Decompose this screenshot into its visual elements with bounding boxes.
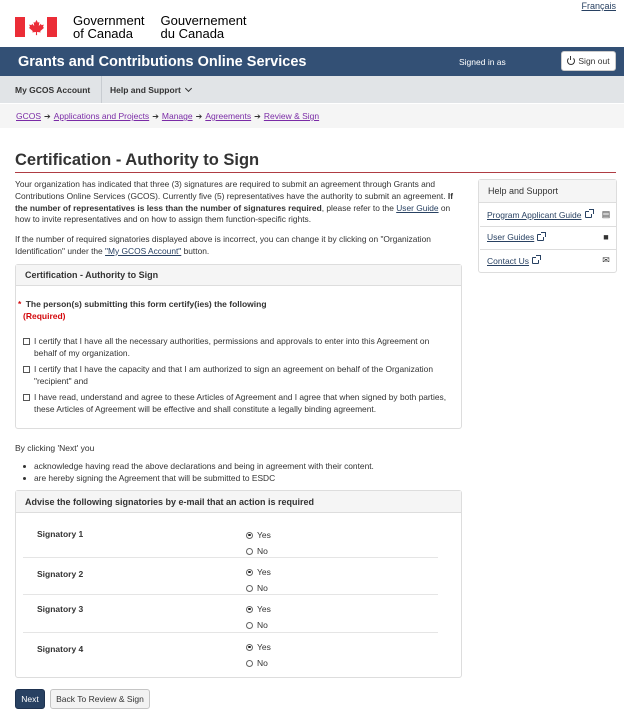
breadcrumb-agreements[interactable]: Agreements (205, 111, 252, 121)
certify-capacity-checkbox[interactable] (23, 366, 30, 373)
signatory-label: Signatory 1 (37, 529, 84, 539)
back-to-review-and-sign-button[interactable]: Back To Review & Sign (50, 689, 150, 709)
fip-english: Government of Canada (73, 13, 145, 41)
signatory-row (23, 559, 438, 595)
radio-selected[interactable] (246, 569, 253, 576)
signatory-1-no-option[interactable]: No (246, 546, 268, 556)
sign-out-button[interactable] (561, 51, 616, 71)
book-icon: ■ (603, 232, 609, 242)
certify-agreement-checkbox[interactable] (23, 394, 30, 401)
radio-unselected[interactable] (246, 548, 253, 555)
next-button[interactable]: Next (15, 689, 45, 709)
radio-selected[interactable] (246, 606, 253, 613)
help-panel-heading: Help and Support (479, 180, 616, 203)
canada-flag-icon (15, 17, 57, 37)
signatory-row (23, 634, 438, 670)
arrow-right-icon: ➔ (195, 111, 203, 121)
intro-paragraph: Your organization has indicated that three (3) signatures are required to submit an agreement through Grants and Contributions Online Services (GCOS). Currently five (5) representatives have the authority to submit an agreement. If the number of representatives is less than the number of signatures required, please refer to the User Guide on how to invite representatives and on how to assign them function-specific rights. (15, 179, 454, 225)
breadcrumb-applications-and-projects[interactable]: Applications and Projects (53, 111, 150, 121)
certify-capacity-checkbox-row[interactable]: I certify that I have the capacity and that I am authorized to sign an agreement on behalf of the Organization "recipient" and (23, 363, 453, 387)
arrow-right-icon: ➔ (152, 111, 159, 121)
next-note-intro: By clicking 'Next' you (15, 443, 95, 453)
signatory-label: Signatory 4 (37, 644, 84, 654)
list-icon: ▤ (601, 209, 611, 219)
government-signature (15, 14, 247, 40)
program-applicant-guide-link[interactable]: Program Applicant Guide ▤ (487, 209, 611, 220)
radio-unselected[interactable] (246, 622, 253, 629)
signatory-1-yes-option[interactable]: Yes (246, 530, 271, 540)
power-icon (567, 57, 575, 65)
radio-unselected[interactable] (246, 660, 253, 667)
next-note-bullet: are hereby signing the Agreement that will be submitted to ESDC (23, 473, 275, 483)
app-title[interactable]: Grants and Contributions Online Services (18, 54, 307, 70)
signatory-2-no-option[interactable]: No (246, 583, 268, 593)
certification-question: * The person(s) submitting this form certify(ies) the following (18, 299, 267, 309)
envelope-icon: ✉ (602, 255, 610, 265)
certify-agreement-checkbox-row[interactable]: I have read, understand and agree to these Articles of Agreement and I agree that when signed by both parties, these Articles of Agreement will be effective and shall constitute a legally binding agreement. (23, 391, 453, 415)
sign-out-label: Sign out (578, 56, 610, 66)
signatories-change-paragraph: If the number of required signatories displayed above is incorrect, you can change it by clicking on "Organization Identification" under the "My GCOS Account" button. (15, 234, 431, 256)
signatory-label: Signatory 2 (37, 569, 84, 579)
required-label: (Required) (23, 311, 66, 321)
user-guide-link[interactable]: User Guide (396, 202, 439, 213)
my-gcos-account-link[interactable]: "My GCOS Account" (105, 245, 182, 256)
signatory-label: Signatory 3 (37, 604, 84, 614)
user-guides-link[interactable]: User Guides ■ (487, 232, 611, 242)
external-link-icon (532, 257, 539, 264)
certify-authority-checkbox[interactable] (23, 338, 30, 345)
page-title: Certification - Authority to Sign (15, 151, 260, 169)
signatory-row (23, 596, 438, 633)
certify-authority-checkbox-row[interactable]: I certify that I have all the necessary authorities, permissions and approvals to enter into this Agreement on behalf of my organization. (23, 335, 453, 359)
certification-panel-heading: Certification - Authority to Sign (16, 265, 461, 286)
fip-french: Gouvernement du Canada (160, 13, 247, 41)
external-link-icon (537, 234, 544, 241)
radio-unselected[interactable] (246, 585, 253, 592)
chevron-down-icon (185, 84, 192, 91)
main-menu (0, 76, 624, 103)
title-underline (15, 172, 616, 173)
signatory-3-no-option[interactable]: No (246, 620, 268, 630)
external-link-icon (585, 211, 592, 218)
radio-selected[interactable] (246, 532, 253, 539)
breadcrumb-review-and-sign[interactable]: Review & Sign (263, 111, 320, 121)
help-and-support-panel (478, 179, 617, 273)
arrow-right-icon: ➔ (44, 111, 51, 121)
arrow-right-icon: ➔ (254, 111, 261, 121)
signatory-4-yes-option[interactable]: Yes (246, 642, 271, 652)
signatory-2-yes-option[interactable]: Yes (246, 567, 271, 577)
application-bar (0, 47, 624, 76)
language-toggle-link[interactable]: Français (581, 1, 616, 11)
next-note-bullet: acknowledge having read the above declarations and being in agreement with their content. (23, 461, 374, 471)
signed-in-label: Signed in as (459, 57, 506, 67)
breadcrumb-gcos[interactable]: GCOS (16, 111, 42, 121)
signatory-row (23, 521, 438, 558)
signatory-4-no-option[interactable]: No (246, 658, 268, 668)
breadcrumb-manage[interactable]: Manage (161, 111, 193, 121)
menu-help-and-support[interactable]: Help and Support (101, 76, 199, 103)
required-star: * (18, 299, 22, 309)
menu-my-gcos-account[interactable]: My GCOS Account (15, 84, 91, 95)
radio-selected[interactable] (246, 644, 253, 651)
breadcrumb (0, 104, 624, 128)
signatories-panel-heading: Advise the following signatories by e-mail that an action is required (16, 491, 461, 513)
contact-us-link[interactable]: Contact Us ✉ (487, 255, 610, 266)
signatory-3-yes-option[interactable]: Yes (246, 604, 271, 614)
